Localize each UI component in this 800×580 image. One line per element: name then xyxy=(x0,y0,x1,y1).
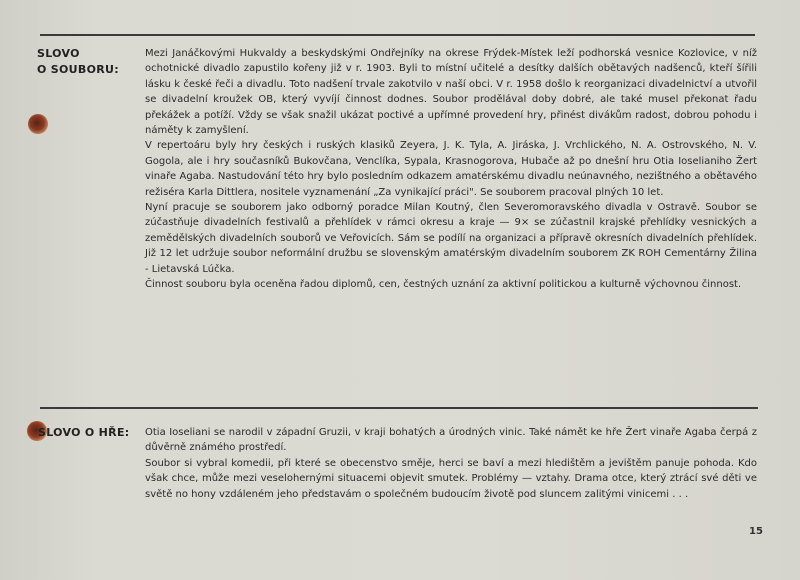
top-rule xyxy=(40,34,755,36)
section1-body xyxy=(145,46,757,293)
section2-body xyxy=(145,425,757,502)
section1-label xyxy=(37,46,119,78)
punch-hole-upper xyxy=(28,114,48,134)
section1-paragraph: Mezi Janáčkovými Hukvaldy a beskydskými Ondřejníky na okrese Frýdek-Místek leží podhorská vesnice Kozlovice, v níž ochotnické divadlo zapustilo kořeny již v r. 1903. Byli to místní učitelé a desítky dalších obětavých nadšenců, kteří šířili lásku k české řeči a divadlu. Toto nadšení trvale zakotvilo v naší obci. V r. 1958 došlo k reorganizaci divadelnictví a utvořil se divadelní kroužek OB, který vyvíjí činnost dodnes. Soubor prodělával doby dobré, ale také musel překonat řadu překážek a potíží. Vždy se však snažil ukázat poctivé a upřímné provedení hry, přinést divákům radost, dobrou pohodu i náměty k zamyšlení. xyxy=(145,48,757,137)
section1-label-line2: O SOUBORU: xyxy=(37,63,119,76)
section1-paragraph: Činnost souboru byla oceněna řadou diplomů, cen, čestných uznání za aktivní politickou a kulturně výchovnou činnost. xyxy=(145,279,742,291)
page-number: 15 xyxy=(749,526,763,537)
section1-label-line1: SLOVO xyxy=(37,47,80,60)
middle-rule xyxy=(40,407,758,409)
section1-paragraph: Nyní pracuje se souborem jako odborný poradce Milan Koutný, člen Severomoravského divadla v Ostravě. Soubor se zúčastňuje divadelních festivalů a přehlídek v rámci okresu a kraje — 9× se zúčastnil krajské přehlídky vesnických a zemědělských divadelních souborů ve Veřovicích. Sám se podílí na organizaci a přípravě okresních divadelních přehlídek. Již 12 let udržuje soubor neformální družbu se slovenským amatérským divadelním souborem ZK ROH Cementárny Žilina - Lietavská Lúčka. xyxy=(145,202,757,275)
section2-paragraph: Otia Ioseliani se narodil v západní Gruzii, v kraji bohatých a úrodných vinic. Také námět ke hře Žert vinaře Agaba čerpá z důvěrně známého prostředí. xyxy=(145,427,757,454)
section2-paragraph: Soubor si vybral komedii, při které se obecenstvo směje, herci se baví a mezi hledištěm a jevištěm panuje pohoda. Kdo však chce, může mezi veselohernými situacemi objevit smutek. Problémy — vztahy. Drama otce, který ztrácí své děti ve světě no hony vzdáleném jeho představám o společném budoucím životě pod sluncem zalitými vinicemi . . . xyxy=(145,457,757,500)
section2-label: SLOVO O HŘE: xyxy=(38,426,130,439)
section1-paragraph: V repertoáru byly hry českých i ruských klasiků Zeyera, J. K. Tyla, A. Jiráska, J. Vrchlického, N. A. Ostrovského, N. V. Gogola, ale i hry současníků Bukovčana, Venclíka, Sypala, Krasnogorova, Hubače až po dnešní hru Otia Ioselianiho Žert vinaře Agaba. Nastudování této hry bylo posledním odkazem amatérskému divadlu neúnavného, nezištného a obětavého režiséra Karla Dittlera, nositele vyznamenání „Za vynikající práci". Se souborem pracoval plných 10 let. xyxy=(145,140,757,198)
